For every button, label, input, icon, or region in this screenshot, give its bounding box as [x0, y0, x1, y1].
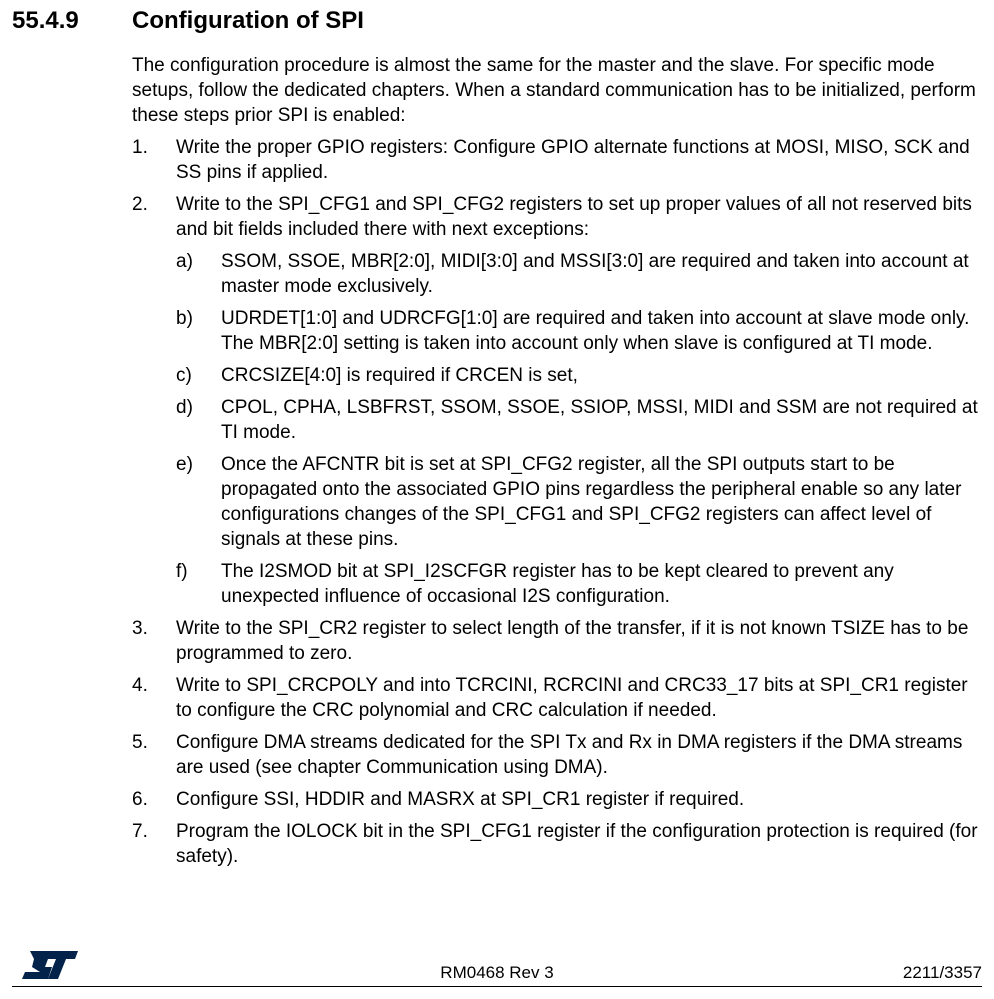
substep-label: d)	[176, 397, 193, 418]
substep-text: UDRDET[1:0] and UDRCFG[1:0] are required and taken into account at slave mode only. The MBR[2:0] setting is taken into account only when slave is configured at TI mode.	[221, 308, 970, 354]
steps-list	[132, 135, 982, 869]
substep-label: e)	[176, 454, 193, 475]
substep-text: Once the AFCNTR bit is set at SPI_CFG2 register, all the SPI outputs start to be propagated onto the associated GPIO pins regardless the peripheral enable so any later configurations changes of the SPI_CFG1 and SPI_CFG2 registers can affect level of signals at these pins.	[221, 454, 962, 550]
step-item	[132, 819, 982, 869]
substep-item	[176, 363, 982, 388]
step-number: 2.	[132, 194, 148, 215]
substep-label: a)	[176, 251, 193, 272]
substep-text: The I2SMOD bit at SPI_I2SCFGR register has to be kept cleared to prevent any unexpected influence of occasional I2S configuration.	[221, 561, 894, 607]
step-number: 1.	[132, 137, 148, 158]
section-content	[132, 53, 982, 876]
substeps-list	[176, 249, 982, 609]
page-number: 2211/3357	[902, 963, 982, 982]
substep-item	[176, 249, 982, 299]
step-text: Configure DMA streams dedicated for the SPI Tx and Rx in DMA registers if the DMA streams are used (see chapter Communication using DMA).	[176, 732, 963, 778]
step-item	[132, 616, 982, 666]
step-number: 5.	[132, 732, 148, 753]
substep-label: b)	[176, 308, 193, 329]
step-item	[132, 730, 982, 780]
step-number: 7.	[132, 821, 148, 842]
substep-text: CRCSIZE[4:0] is required if CRCEN is set,	[221, 365, 578, 386]
document-reference: RM0468 Rev 3	[440, 963, 554, 982]
substep-item	[176, 452, 982, 552]
step-text: Write to the SPI_CFG1 and SPI_CFG2 registers to set up proper values of all not reserved bits and bit fields included there with next exceptions:	[176, 194, 972, 240]
footer-rule	[12, 986, 982, 987]
substep-item	[176, 559, 982, 609]
substep-item	[176, 306, 982, 356]
substep-text: CPOL, CPHA, LSBFRST, SSOM, SSOE, SSIOP, MSSI, MIDI and SSM are not required at TI mode.	[221, 397, 978, 443]
substep-text: SSOM, SSOE, MBR[2:0], MIDI[3:0] and MSSI[3:0] are required and taken into account at master mode exclusively.	[221, 251, 969, 297]
step-item	[132, 192, 982, 609]
step-number: 3.	[132, 618, 148, 639]
step-item	[132, 787, 982, 812]
step-item	[132, 673, 982, 723]
step-number: 6.	[132, 789, 148, 810]
section-heading	[12, 5, 364, 37]
substep-label: c)	[176, 365, 192, 386]
step-text: Program the IOLOCK bit in the SPI_CFG1 register if the configuration protection is required (for safety).	[176, 821, 978, 867]
step-text: Configure SSI, HDDIR and MASRX at SPI_CR1 register if required.	[176, 789, 745, 810]
step-number: 4.	[132, 675, 148, 696]
substep-label: f)	[176, 561, 188, 582]
intro-paragraph: The configuration procedure is almost the same for the master and the slave. For specific mode setups, follow the dedicated chapters. When a standard communication has to be initialized, perform these steps prior SPI is enabled:	[132, 55, 976, 126]
section-number: 55.4.9	[12, 7, 79, 34]
step-text: Write to the SPI_CR2 register to select length of the transfer, if it is not known TSIZE has to be programmed to zero.	[176, 618, 969, 664]
step-text: Write to SPI_CRCPOLY and into TCRCINI, RCRCINI and CRC33_17 bits at SPI_CR1 register to configure the CRC polynomial and CRC calculation if needed.	[176, 675, 968, 721]
section-title: Configuration of SPI	[132, 7, 364, 34]
substep-item	[176, 395, 982, 445]
step-text: Write the proper GPIO registers: Configure GPIO alternate functions at MOSI, MISO, SCK and SS pins if applied.	[176, 137, 970, 183]
step-item	[132, 135, 982, 185]
